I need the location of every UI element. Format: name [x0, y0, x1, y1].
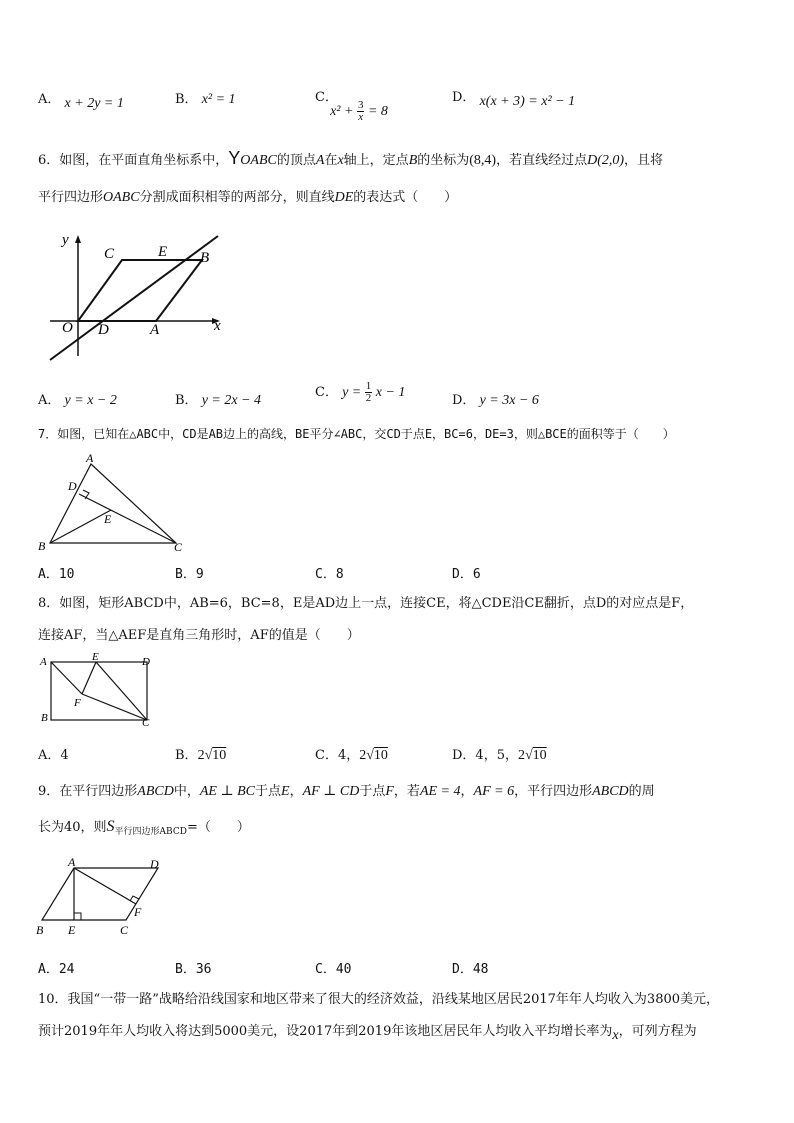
- text: ，: [289, 784, 303, 799]
- q7-option-d: D．6: [452, 567, 481, 582]
- coefficient: 2: [197, 748, 205, 763]
- option-label: B．: [175, 92, 198, 107]
- option-label: A．: [38, 92, 61, 107]
- math: DE: [334, 190, 354, 205]
- coefficient: 2: [359, 748, 367, 763]
- q8-stem-line1: 8．如图，矩形ABCD中，AB=6，BC=8，E是AD边上一点，连接CE，将△CDE沿CE翻折，点D的对应点是F，: [38, 596, 694, 611]
- q9-option-c: C．40: [315, 962, 352, 977]
- right-angle-mark: [83, 490, 89, 499]
- q9-option-b: B．36: [175, 962, 212, 977]
- label-b: B: [36, 923, 44, 937]
- coefficient: 2: [517, 748, 525, 763]
- text: ，平行四边形: [514, 784, 593, 799]
- label-e: E: [158, 244, 168, 260]
- parallelogram-symbol: Y: [228, 148, 241, 168]
- label-d: D: [142, 656, 150, 668]
- altitude-cd: [79, 494, 176, 543]
- right-angle-mark-e: [74, 913, 81, 920]
- label-e: E: [104, 512, 112, 526]
- label-f: F: [74, 697, 81, 709]
- subscript: 平行四边形ABCD: [114, 827, 187, 837]
- option-math: x + 2y = 1: [64, 96, 124, 111]
- q6-figure: [40, 226, 240, 366]
- text: ，且将: [624, 153, 664, 168]
- label-d: D: [68, 479, 77, 493]
- text: =（ ）: [186, 820, 250, 835]
- label-x: x: [214, 318, 221, 334]
- q10-stem-line2: [38, 1020, 697, 1043]
- q7-stem: 7．如图，已知在△ABC中，CD是AB边上的高线，BE平分∠ABC，交CD于点E，BC=6，DE=3，则△BCE的面积等于（ ）: [38, 427, 675, 441]
- fraction: [357, 100, 365, 123]
- option-math: y = 2x − 4: [201, 393, 262, 408]
- q6-option-a: [38, 389, 117, 409]
- option-math: x² = 1: [201, 92, 236, 107]
- math: x: [612, 1028, 619, 1043]
- math: S: [106, 818, 115, 835]
- q9-option-d: D．48: [452, 962, 489, 977]
- segment-af: [51, 662, 82, 694]
- text: 长为40，则: [38, 820, 107, 835]
- math: AF = 6: [473, 784, 515, 799]
- q9-figure: [34, 856, 170, 938]
- option-label: B．: [175, 393, 198, 408]
- q6-option-b: [175, 389, 261, 409]
- text: 的顶点: [276, 153, 316, 168]
- q8-option-a: A．4: [38, 748, 69, 763]
- triangle-abc: [50, 464, 176, 543]
- q5-option-c: [315, 86, 400, 124]
- altitude-af: [74, 868, 136, 904]
- rectangle-abcd: [51, 662, 147, 720]
- label-e: E: [68, 923, 76, 937]
- math: D(2,0): [587, 153, 625, 168]
- option-math: [342, 380, 406, 405]
- text: 于点: [255, 784, 282, 799]
- math: (8,4): [469, 153, 497, 168]
- math: F: [385, 784, 394, 799]
- line-de: [50, 236, 218, 360]
- radicand: 10: [532, 748, 547, 763]
- option-math: y = 3x − 6: [479, 393, 539, 408]
- text: 的坐标为: [417, 153, 470, 168]
- label-o: O: [62, 320, 73, 336]
- q8-figure: [36, 650, 166, 730]
- segment-fc: [82, 694, 147, 720]
- text: 于点: [359, 784, 386, 799]
- option-label: C．: [315, 385, 338, 400]
- math: OABC: [240, 153, 277, 168]
- q9-option-a: A．24: [38, 962, 75, 977]
- segment-ec: [96, 662, 147, 720]
- math: AF ⊥ CD: [302, 784, 360, 799]
- label-c: C: [142, 717, 150, 729]
- q7-option-c: C．8: [315, 567, 344, 582]
- label-b: B: [38, 539, 46, 553]
- label-a: A: [86, 451, 94, 465]
- option-math: [330, 99, 388, 124]
- math: ABCD: [137, 784, 174, 799]
- radicand: 10: [212, 748, 227, 763]
- text: 6．如图，在平面直角坐标系中，: [38, 153, 229, 168]
- q6-stem-line1: [38, 148, 663, 169]
- option-label: B．: [175, 748, 198, 763]
- math-part: y =: [342, 385, 362, 400]
- text: 9．在平行四边形: [38, 784, 138, 799]
- q8-option-d: D．4，5，2√10: [452, 748, 547, 763]
- option-label: A．: [38, 393, 61, 408]
- numerator: 1: [365, 380, 372, 393]
- label-d: D: [150, 857, 159, 871]
- q10-stem-line1: 10．我国“一带一路”战略给沿线国家和地区带来了很大的经济效益，沿线某地区居民2017年年人均收入为3800美元，: [38, 992, 720, 1007]
- q7-option-b: B．9: [175, 567, 204, 582]
- math: AE ⊥ BC: [199, 784, 256, 799]
- q5-option-a: [38, 88, 124, 111]
- q8-option-c: C．4，2√10: [315, 748, 388, 763]
- text: 分割成面积相等的两部分，则直线: [139, 190, 335, 205]
- math-part: x − 1: [375, 385, 406, 400]
- fraction: [365, 381, 373, 404]
- q5-option-b: [175, 88, 236, 108]
- q6-stem-line2: [38, 186, 457, 206]
- text: 的周: [628, 784, 655, 799]
- y-axis-arrow: [75, 235, 81, 243]
- label-a: A: [68, 856, 76, 869]
- option-math: y = x − 2: [64, 393, 117, 408]
- math-part: = 8: [367, 104, 388, 119]
- label-c: C: [104, 246, 115, 262]
- math-part: x² +: [330, 104, 354, 119]
- text: ，若: [393, 784, 420, 799]
- option-label: D．: [452, 393, 476, 408]
- text: 平行四边形: [38, 190, 104, 205]
- text: 轴上，定点: [343, 153, 409, 168]
- math: ABCD: [592, 784, 629, 799]
- label-y: y: [62, 232, 69, 248]
- text: 中，: [173, 784, 200, 799]
- label-c: C: [174, 540, 183, 554]
- label-d: D: [98, 322, 109, 338]
- text: 预计2019年年人均收入将达到5000美元，设2017年到2019年该地区居民年人均收入平均增长率为: [38, 1024, 613, 1039]
- q8-option-b: B．2√10: [175, 748, 227, 763]
- q7-figure: [36, 450, 196, 556]
- label-e: E: [92, 651, 99, 663]
- q7-option-a: A．10: [38, 567, 75, 582]
- math: B: [408, 153, 418, 168]
- q5-option-d: [452, 86, 576, 109]
- denominator: x: [358, 111, 364, 124]
- numerator: 3: [357, 99, 364, 112]
- math: AE = 4: [419, 784, 461, 799]
- label-a: A: [40, 656, 47, 668]
- q8-stem-line2: 连接AF，当△AEF是直角三角形时，AF的值是（ ）: [38, 628, 360, 643]
- radicand: 10: [373, 748, 388, 763]
- math: OABC: [103, 190, 140, 205]
- parallelogram-oabc: [78, 260, 202, 321]
- q6-option-c: [315, 381, 405, 404]
- math: x: [337, 153, 344, 168]
- q9-stem-line2: [38, 816, 250, 837]
- math: E: [281, 784, 290, 799]
- label-f: F: [134, 905, 142, 919]
- text: 的表达式（ ）: [353, 190, 458, 205]
- q6-option-d: [452, 389, 539, 409]
- text: ，可列方程为: [618, 1024, 697, 1039]
- option-label: D．: [452, 90, 476, 105]
- option-label: C．: [315, 90, 338, 105]
- text: ，: [460, 784, 474, 799]
- text: ，若直线经过点: [496, 153, 588, 168]
- option-label: D．4，5，: [452, 748, 518, 763]
- option-math: x(x + 3) = x² − 1: [479, 94, 576, 109]
- label-c: C: [120, 923, 129, 937]
- option-label: C．4，: [315, 748, 360, 763]
- math: A: [315, 153, 325, 168]
- segment-ef: [82, 662, 96, 694]
- text: 在: [324, 153, 338, 168]
- label-a: A: [150, 322, 160, 338]
- denominator: 2: [365, 392, 372, 405]
- label-b: B: [200, 250, 210, 266]
- q9-stem-line1: [38, 780, 655, 800]
- label-b: B: [41, 712, 48, 724]
